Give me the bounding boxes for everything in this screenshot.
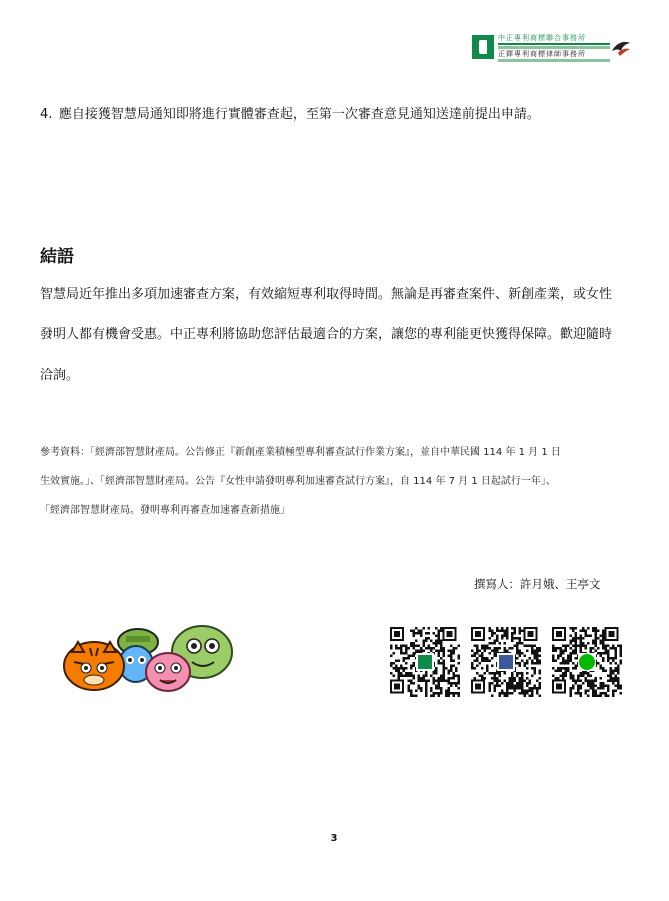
conclusion-line-3: 洽詢。 xyxy=(40,368,80,383)
reference-line-3: 「經濟部智慧財產局。發明專利再審查加速審查新措施」 xyxy=(40,505,290,516)
mascot-illustration xyxy=(60,612,236,698)
author-credit: 撰寫人：許月娥、王亭文 xyxy=(474,577,601,591)
line-qr-code[interactable] xyxy=(552,627,622,697)
page-number: 3 xyxy=(330,833,338,844)
bird-logo-icon xyxy=(610,37,632,59)
reference-line-1: 參考資料：「經濟部智慧財產局。公告修正『新創產業積極型專利審查試行作業方案』，並自中華民國 114 年 1 月 1 日 xyxy=(40,447,561,458)
requirement-item-4: 4. 應自接獲智慧局通知即將進行實體審查起，至第一次審查意見通知送達前提出申請。 xyxy=(40,107,540,122)
reference-line-2: 生效實施。」、「經濟部智慧財產局。公告『女性申請發明專利加速審查試行方案』，自 114 年 7 月 1 日起試行一年」、 xyxy=(40,476,556,487)
firm-name-secondary: 正鐸專利商標律師事務所 xyxy=(498,50,586,58)
facebook-qr-code[interactable] xyxy=(471,627,541,697)
firm-name-primary: 中正專利商標聯合事務所 xyxy=(498,34,586,42)
conclusion-line-2: 發明人都有機會受惠。中正專利將協助您評估最適合的方案，讓您的專利能更快獲得保障。歡迎隨時 xyxy=(40,327,613,342)
conclusion-line-1: 智慧局近年推出多項加速審查方案，有效縮短專利取得時間。無論是再審查案件、新創產業，或女性 xyxy=(40,287,613,302)
conclusion-heading: 結語 xyxy=(40,247,74,267)
firm-logo-mark xyxy=(472,35,494,59)
firm-logo xyxy=(472,33,632,63)
website-qr-code[interactable] xyxy=(390,627,460,697)
